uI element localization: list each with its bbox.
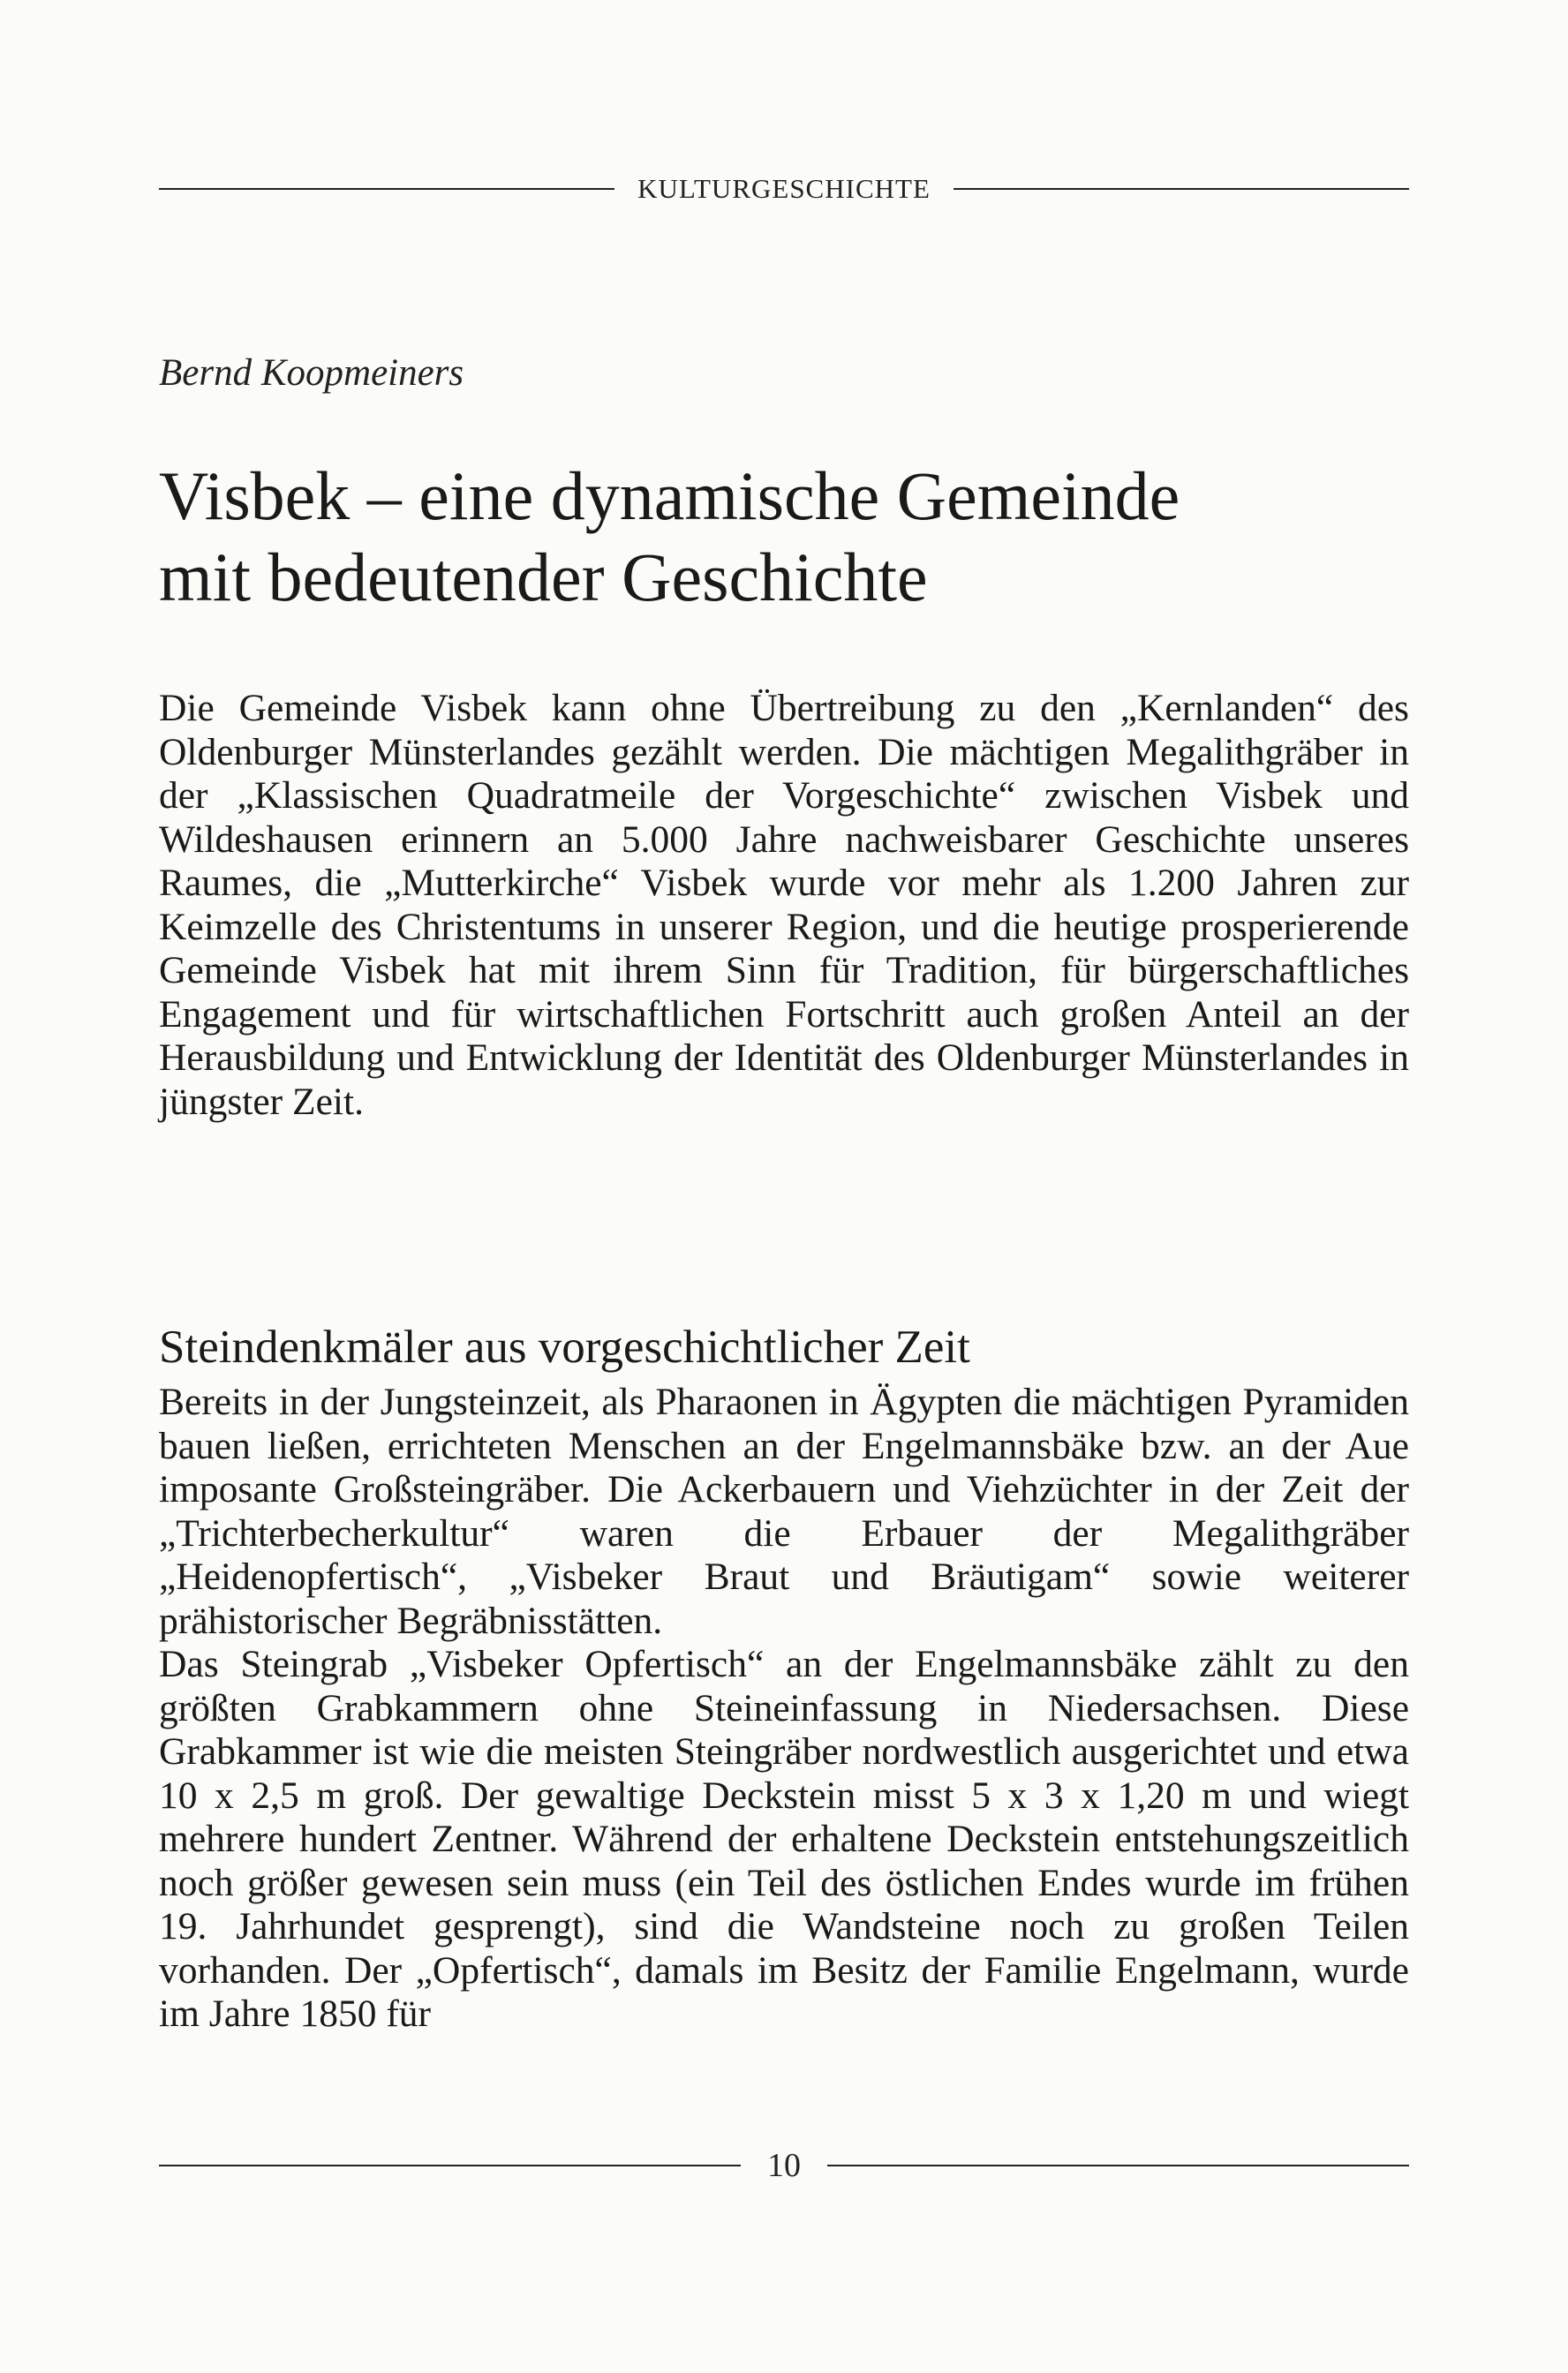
footer-rule-right xyxy=(827,2165,1409,2166)
header-rule-right xyxy=(954,188,1409,190)
intro-paragraph: Die Gemeinde Visbek kann ohne Übertreibung zu den „Kernlanden“ des Oldenburger Münsterlandes gezählt werden. Die mächtigen Megalithgräber in der „Klassischen Quadratmeile der Vorgeschichte“ zwischen Visbek und Wildeshausen erinnern an 5.000 Jahre nachweisbarer Geschichte unseres Raumes, die „Mutterkirche“ Visbek wurde vor mehr als 1.200 Jahren zur Keimzelle des Christentums in unserer Region, und die heutige prosperierende Gemeinde Visbek hat mit ihrem Sinn für Tradition, für bürgerschaftliches Engagement und für wirtschaftlichen Fortschritt auch großen Anteil an der Herausbildung und Entwicklung der Identität des Oldenburger Münsterlandes in jüngster Zeit. xyxy=(159,687,1409,1123)
footer-rule-left xyxy=(159,2165,741,2166)
section-paragraph-1: Bereits in der Jungsteinzeit, als Pharaonen in Ägypten die mächtigen Pyramiden bauen ließen, errichteten Menschen an der Engelmannsbäke bzw. an der Aue imposante Großsteingräber. Die Ackerbauern und Viehzüchter in der Zeit der „Trichterbecherkultur“ waren die Erbauer der Megalithgräber „Heidenopfertisch“, „Visbeker Braut und Bräutigam“ sowie weiterer prähistorischer Begräbnisstätten. xyxy=(159,1381,1409,1642)
header-rule-left xyxy=(159,188,614,190)
section-paragraph-2: Das Steingrab „Visbeker Opfertisch“ an der Engelmannsbäke zählt zu den größten Grabkammern ohne Steineinfassung in Niedersachsen. Diese Grabkammer ist wie die meisten Steingräber nordwestlich ausgerichtet und etwa 10 x 2,5 m groß. Der gewaltige Deckstein misst 5 x 3 x 1,20 m und wiegt mehrere hundert Zentner. Während der erhaltene Deckstein entstehungszeitlich noch größer gewesen sein muss (ein Teil des östlichen Endes wurde im frühen 19. Jahrhundet gesprengt), sind die Wandsteine noch zu großen Teilen vorhanden. Der „Opfertisch“, damals im Besitz der Familie Engelmann, wurde im Jahre 1850 für xyxy=(159,1643,1409,2035)
section-body xyxy=(159,1381,1409,2037)
author-name: Bernd Koopmeiners xyxy=(159,352,464,394)
article-title-line-1: Visbek – eine dynamische Gemeinde xyxy=(159,457,1180,534)
page-footer xyxy=(159,2146,1409,2185)
running-header xyxy=(159,173,1409,205)
article-title-line-2: mit bedeutender Geschichte xyxy=(159,539,928,615)
section-label: KULTURGESCHICHTE xyxy=(637,173,931,204)
article-title xyxy=(159,456,1409,618)
section-heading: Steindenkmäler aus vorgeschichtlicher Zeit xyxy=(159,1322,970,1373)
page-number: 10 xyxy=(767,2147,801,2184)
